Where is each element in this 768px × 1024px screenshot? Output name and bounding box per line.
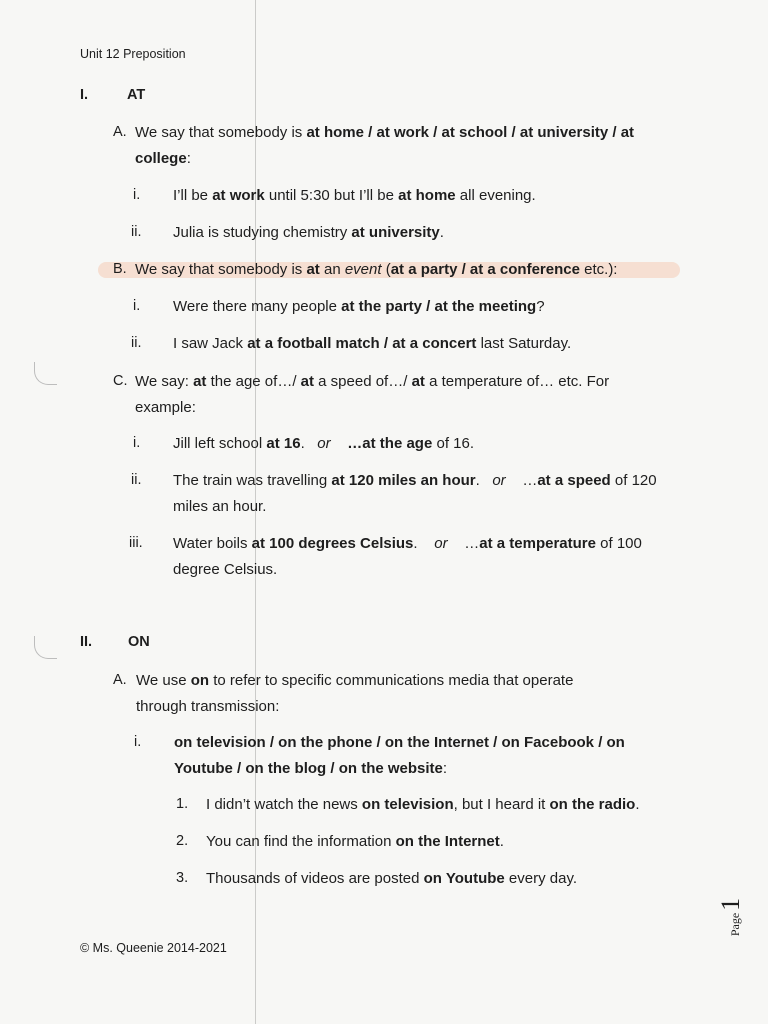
media-list-line1: on television / on the phone / on the Internet / on Facebook / on: [174, 734, 625, 751]
item-marker: i.: [133, 298, 141, 314]
item-marker: B.: [113, 261, 127, 277]
item-marker: i.: [133, 435, 141, 451]
rule-c-line1: We say: at the age of…/ at a speed of…/ at a temperature of… etc. For: [135, 373, 610, 390]
page-number-value: 1: [716, 897, 746, 911]
page-number-label: Page: [728, 912, 743, 937]
page-number: [716, 898, 746, 936]
section-numeral: I.: [80, 87, 89, 103]
punch-hole-mark: [34, 636, 57, 659]
example-line: I saw Jack at a football match / at a concert last Saturday.: [173, 335, 572, 352]
item-marker: i.: [134, 734, 142, 750]
page-footer: © Ms. Queenie 2014-2021: [80, 941, 227, 955]
item-marker: C.: [113, 373, 128, 389]
example-line: Thousands of videos are posted on Youtube every day.: [206, 870, 578, 887]
example-line-cont: miles an hour.: [173, 498, 267, 515]
example-line: I’ll be at work until 5:30 but I’ll be at home all evening.: [173, 187, 536, 204]
item-marker: ii.: [131, 335, 142, 351]
item-marker: iii.: [129, 535, 143, 551]
section-numeral: II.: [80, 634, 93, 650]
rule-on-line1: We use on to refer to specific communications media that operate: [136, 672, 574, 689]
section-title: AT: [127, 87, 146, 103]
rule-a-line2: college:: [135, 150, 191, 167]
item-marker: ii.: [131, 472, 142, 488]
punch-hole-mark: [34, 362, 57, 385]
rule-on-line2: through transmission:: [136, 698, 280, 715]
rule-b-line: We say that somebody is at an event (at a party / at a conference etc.):: [135, 261, 618, 278]
item-marker: i.: [133, 187, 141, 203]
rule-c-line2: example:: [135, 399, 196, 416]
item-marker: A.: [113, 672, 127, 688]
item-marker: 1.: [176, 796, 189, 812]
media-list-line2: Youtube / on the blog / on the website:: [174, 760, 448, 777]
section-title: ON: [128, 634, 150, 650]
item-marker: A.: [113, 124, 127, 140]
item-marker: 2.: [176, 833, 189, 849]
example-line: Were there many people at the party / at the meeting?: [173, 298, 545, 315]
page-header: Unit 12 Preposition: [80, 47, 186, 61]
example-line: I didn’t watch the news on television, but I heard it on the radio.: [206, 796, 640, 813]
example-line: Water boils at 100 degrees Celsius. or …at a temperature of 100: [173, 535, 642, 552]
item-marker: ii.: [131, 224, 142, 240]
example-line: Julia is studying chemistry at university.: [173, 224, 444, 241]
item-marker: 3.: [176, 870, 189, 886]
example-line: The train was travelling at 120 miles an hour. or …at a speed of 120: [173, 472, 657, 489]
example-line-cont: degree Celsius.: [173, 561, 278, 578]
example-line: You can find the information on the Internet.: [206, 833, 504, 850]
example-line: Jill left school at 16. or …at the age of 16.: [173, 435, 475, 452]
rule-a-line1: We say that somebody is at home / at work / at school / at university / at: [135, 124, 635, 141]
